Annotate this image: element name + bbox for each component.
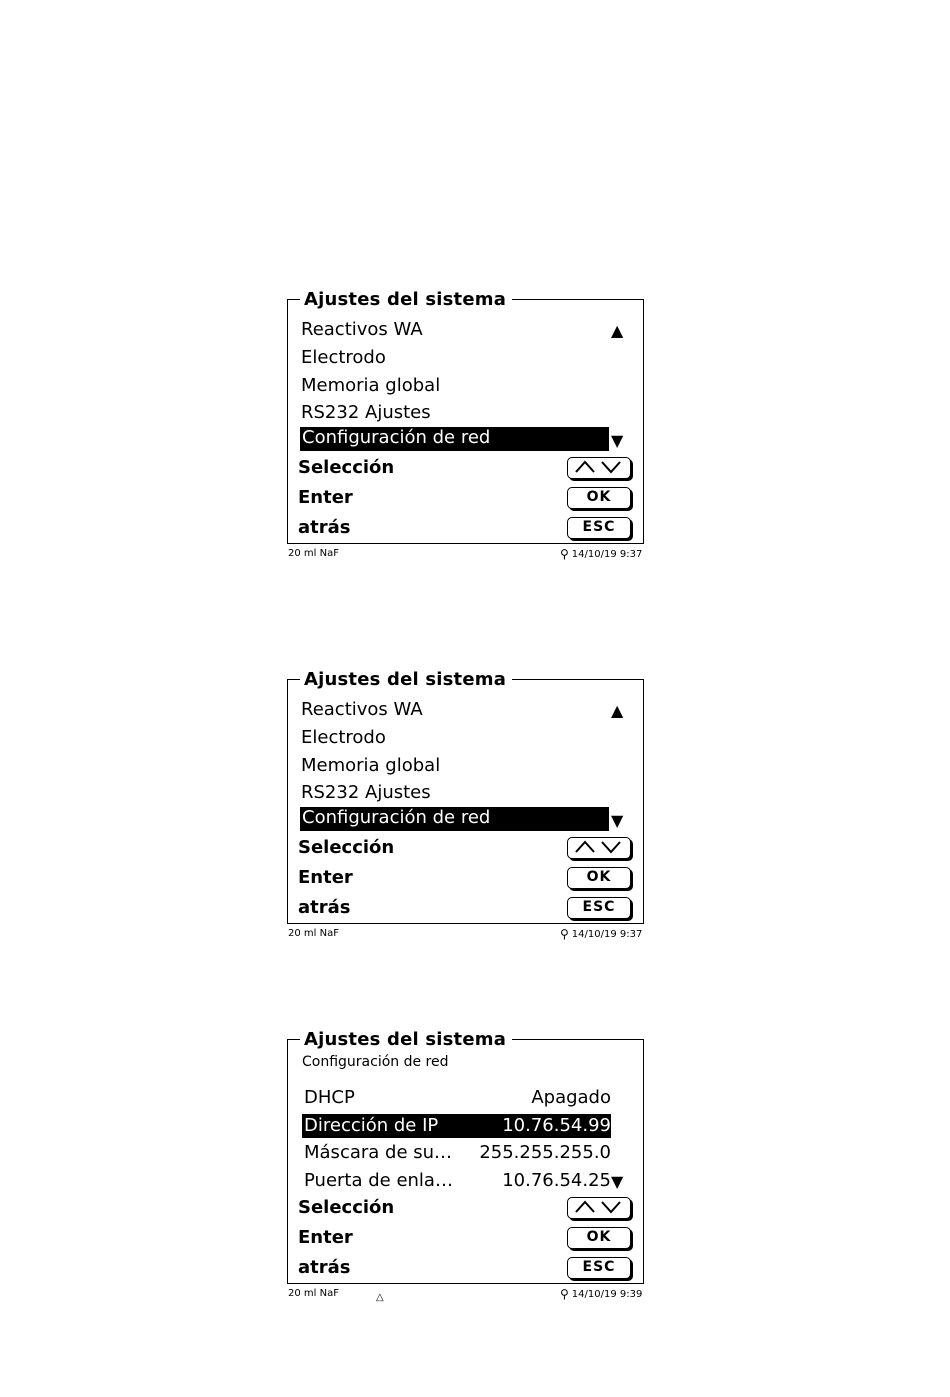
field-value: Apagado [531, 1087, 611, 1108]
field-dhcp[interactable] [302, 1086, 611, 1110]
up-down-key-button[interactable] [567, 837, 631, 859]
ok-key-button[interactable]: OK [567, 1227, 631, 1249]
field-subnet-mask[interactable] [302, 1141, 611, 1165]
cmd-label-seleccion: Selección [298, 1197, 395, 1218]
esc-key-button[interactable]: ESC [567, 1257, 631, 1279]
esc-key-button[interactable]: ESC [567, 517, 631, 539]
usb-icon: ⚲ [560, 927, 569, 941]
status-method: 20 ml NaF [288, 928, 339, 939]
network-config-screen [287, 1029, 644, 1284]
usb-icon: ⚲ [560, 1287, 569, 1301]
menu-item-reactivos-wa[interactable]: Reactivos WA [301, 699, 423, 720]
cmd-label-atras: atrás [298, 1257, 351, 1278]
status-method: 20 ml NaF [288, 548, 339, 559]
scroll-up-arrow-icon: ▲ [611, 701, 624, 720]
status-method: 20 ml NaF [288, 1288, 339, 1299]
field-label: Máscara de su… [304, 1142, 453, 1163]
field-ip-address[interactable] [302, 1114, 611, 1138]
scroll-down-arrow-icon: ▼ [611, 431, 624, 450]
status-datetime [560, 928, 642, 941]
menu-item-rs232-ajustes[interactable]: RS232 Ajustes [301, 782, 431, 803]
screen-subtitle: Configuración de red [302, 1054, 449, 1070]
scroll-down-arrow-icon: ▼ [611, 1172, 624, 1191]
up-down-key-button[interactable] [567, 1197, 631, 1219]
cmd-label-atras: atrás [298, 517, 351, 538]
field-value: 10.76.54.99 [502, 1115, 611, 1136]
screen-title: Ajustes del sistema [300, 290, 512, 310]
field-label: DHCP [304, 1087, 355, 1108]
up-down-arrows-icon [572, 840, 626, 854]
cmd-label-enter: Enter [298, 487, 353, 508]
status-datetime-text: 14/10/19 9:39 [571, 1289, 643, 1300]
menu-item-memoria-global[interactable]: Memoria global [301, 755, 441, 776]
menu-item-configuracion-de-red[interactable]: Configuración de red [300, 427, 609, 451]
screen-title: Ajustes del sistema [300, 670, 512, 690]
ok-key-button[interactable]: OK [567, 867, 631, 889]
ok-key-button[interactable]: OK [567, 487, 631, 509]
status-datetime-text: 14/10/19 9:37 [571, 929, 643, 940]
status-datetime [560, 1288, 642, 1301]
field-label: Dirección de IP [304, 1115, 439, 1136]
system-settings-screen-2 [287, 669, 644, 924]
system-settings-screen-1 [287, 289, 644, 544]
field-gateway[interactable] [302, 1169, 611, 1193]
up-down-arrows-icon [572, 460, 626, 474]
scroll-down-arrow-icon: ▼ [611, 811, 624, 830]
cmd-label-atras: atrás [298, 897, 351, 918]
usb-icon: ⚲ [560, 547, 569, 561]
cmd-label-enter: Enter [298, 1227, 353, 1248]
up-down-key-button[interactable] [567, 457, 631, 479]
menu-item-memoria-global[interactable]: Memoria global [301, 375, 441, 396]
field-label: Puerta de enla… [304, 1170, 453, 1191]
status-datetime [560, 548, 642, 561]
cmd-label-enter: Enter [298, 867, 353, 888]
up-down-arrows-icon [572, 1200, 626, 1214]
status-datetime-text: 14/10/19 9:37 [571, 549, 643, 560]
cmd-label-seleccion: Selección [298, 837, 395, 858]
scroll-up-arrow-icon: ▲ [611, 321, 624, 340]
screen-title: Ajustes del sistema [300, 1030, 512, 1050]
cmd-label-seleccion: Selección [298, 457, 395, 478]
menu-item-electrodo[interactable]: Electrodo [301, 347, 386, 368]
field-value: 255.255.255.0 [479, 1142, 611, 1163]
menu-item-rs232-ajustes[interactable]: RS232 Ajustes [301, 402, 431, 423]
field-value: 10.76.54.25 [502, 1170, 611, 1191]
menu-item-configuracion-de-red[interactable]: Configuración de red [300, 807, 609, 831]
menu-item-reactivos-wa[interactable]: Reactivos WA [301, 319, 423, 340]
menu-item-electrodo[interactable]: Electrodo [301, 727, 386, 748]
esc-key-button[interactable]: ESC [567, 897, 631, 919]
network-triangle-icon: △ [376, 1292, 384, 1303]
